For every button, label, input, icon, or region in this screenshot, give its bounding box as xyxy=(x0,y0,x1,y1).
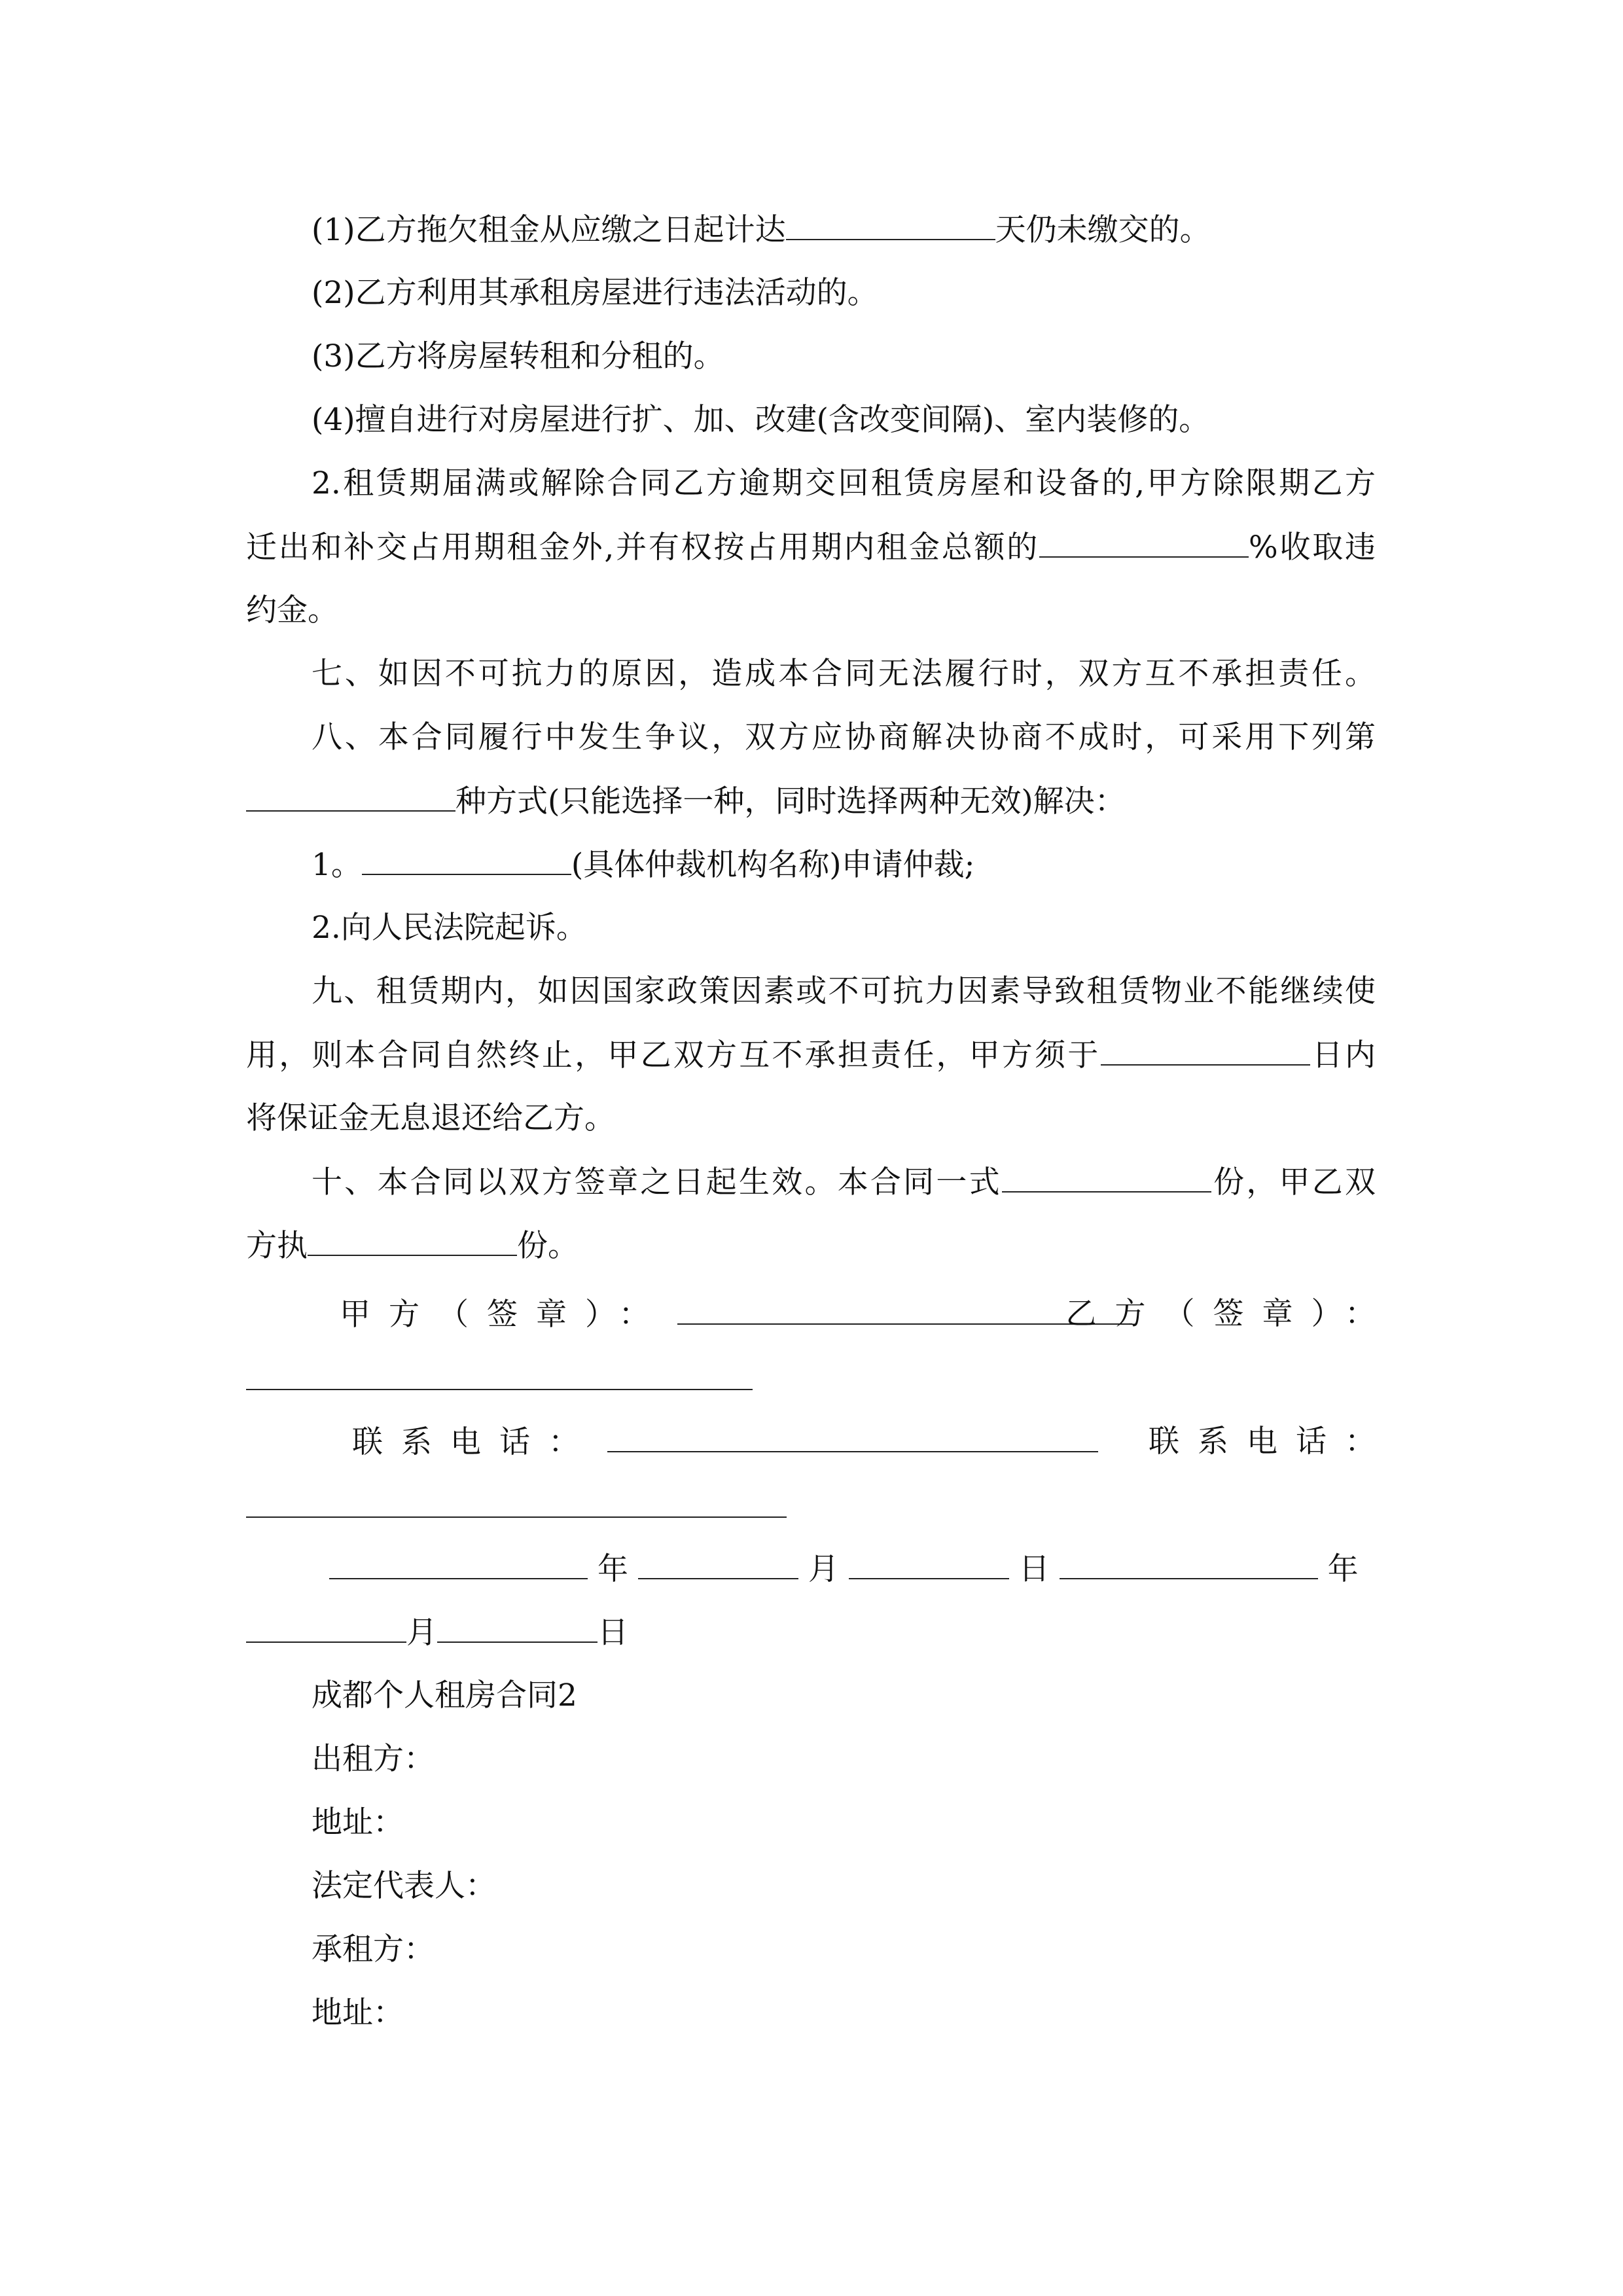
text: 天仍未缴交的。 xyxy=(995,212,1211,248)
phone-b-field[interactable] xyxy=(246,1516,787,1518)
party-b-label: 乙方（签章）： xyxy=(1065,1296,1394,1332)
blank-percent[interactable] xyxy=(1039,528,1249,558)
blank-days[interactable] xyxy=(786,210,995,240)
clause-eight-option-2: 2.向人民法院起诉。 xyxy=(312,910,587,946)
text: 份，甲乙双 xyxy=(1211,1164,1376,1200)
blank-refund-days[interactable] xyxy=(1101,1035,1310,1066)
text: %收取违 xyxy=(1249,529,1376,565)
blank-each-copies[interactable] xyxy=(308,1226,517,1256)
month-label: 月 xyxy=(808,1551,839,1587)
day-label: 日 xyxy=(1018,1551,1050,1587)
clause-3: (3)乙方将房屋转租和分租的。 xyxy=(312,338,724,374)
phone-a-field[interactable] xyxy=(607,1422,1098,1452)
month-a-field[interactable] xyxy=(638,1549,798,1579)
clause-eight-line-1: 八、本合同履行中发生争议，双方应协商解决协商不成时，可采用下列第 xyxy=(312,719,1376,755)
signature-line xyxy=(340,1295,1394,1335)
day-label: 日 xyxy=(597,1615,628,1651)
clause-seven: 七、如因不可抗力的原因，造成本合同无法履行时，双方互不承担责任。 xyxy=(312,656,1376,692)
date-line-1 xyxy=(329,1549,1376,1589)
text: 日内 xyxy=(1310,1037,1376,1073)
lessee-label: 承租方： xyxy=(312,1931,435,1967)
year-a-field[interactable] xyxy=(329,1549,588,1579)
blank-copies[interactable] xyxy=(1002,1162,1211,1193)
text: (具体仲裁机构名称)申请仲裁; xyxy=(571,847,975,883)
text: 十、本合同以双方签章之日起生效。本合同一式 xyxy=(312,1164,1002,1200)
text: 1。 xyxy=(312,847,362,883)
paragraph-2-line-3: 约金。 xyxy=(246,592,338,628)
phone-line xyxy=(352,1422,1394,1462)
address-label: 地址： xyxy=(312,1804,404,1840)
lessor-label: 出租方： xyxy=(312,1741,435,1777)
text: 方执 xyxy=(246,1228,308,1264)
blank-arbitration[interactable] xyxy=(362,845,571,875)
party-a-signature-field[interactable] xyxy=(677,1295,1132,1325)
clause-nine-line-3: 将保证金无息退还给乙方。 xyxy=(246,1100,615,1136)
party-a-label: 甲方（签章）： xyxy=(340,1297,668,1333)
address-label: 地址： xyxy=(312,1995,404,2031)
year-b-field[interactable] xyxy=(1060,1549,1318,1579)
clause-2: (2)乙方利用其承租房屋进行违法活动的。 xyxy=(312,275,878,311)
year-label: 年 xyxy=(1327,1551,1359,1587)
legal-rep-label: 法定代表人： xyxy=(312,1868,496,1904)
second-contract-title: 成都个人租房合同2 xyxy=(312,1677,577,1713)
date-line-2 xyxy=(246,1613,1376,1653)
text: 迁出和补交占用期租金外,并有权按占用期内租金总额的 xyxy=(246,529,1040,565)
text: (1)乙方拖欠租金从应缴之日起计达 xyxy=(312,212,786,248)
text: 份。 xyxy=(517,1228,579,1264)
party-b-signature-field[interactable] xyxy=(246,1389,753,1390)
clause-ten-line-1 xyxy=(312,1162,1376,1202)
day-a-field[interactable] xyxy=(849,1549,1009,1579)
clause-eight-option-1 xyxy=(312,845,1376,885)
text: 用，则本合同自然终止，甲乙双方互不承担责任，甲方须于 xyxy=(246,1037,1101,1073)
clause-1 xyxy=(312,210,1376,250)
text: 种方式(只能选择一种，同时选择两种无效)解决： xyxy=(455,783,1126,819)
month-b-field[interactable] xyxy=(246,1613,406,1643)
day-b-field[interactable] xyxy=(437,1613,597,1643)
blank-option[interactable] xyxy=(246,781,455,812)
clause-ten-line-2 xyxy=(246,1226,1376,1266)
phone-a-label: 联系电话： xyxy=(352,1424,597,1460)
year-label: 年 xyxy=(597,1551,628,1587)
phone-b-label: 联系电话： xyxy=(1149,1424,1394,1460)
paragraph-2-line-2 xyxy=(246,528,1376,567)
clause-nine-line-2 xyxy=(246,1035,1376,1075)
clause-4: (4)擅自进行对房屋进行扩、加、改建(含改变间隔)、室内装修的。 xyxy=(312,402,1210,438)
paragraph-2-line-1: 2.租赁期届满或解除合同乙方逾期交回租赁房屋和设备的,甲方除限期乙方 xyxy=(312,465,1376,501)
clause-nine-line-1: 九、租赁期内，如因国家政策因素或不可抗力因素导致租赁物业不能继续使 xyxy=(312,973,1376,1009)
month-label: 月 xyxy=(406,1615,437,1651)
clause-eight-line-2 xyxy=(246,781,1376,821)
